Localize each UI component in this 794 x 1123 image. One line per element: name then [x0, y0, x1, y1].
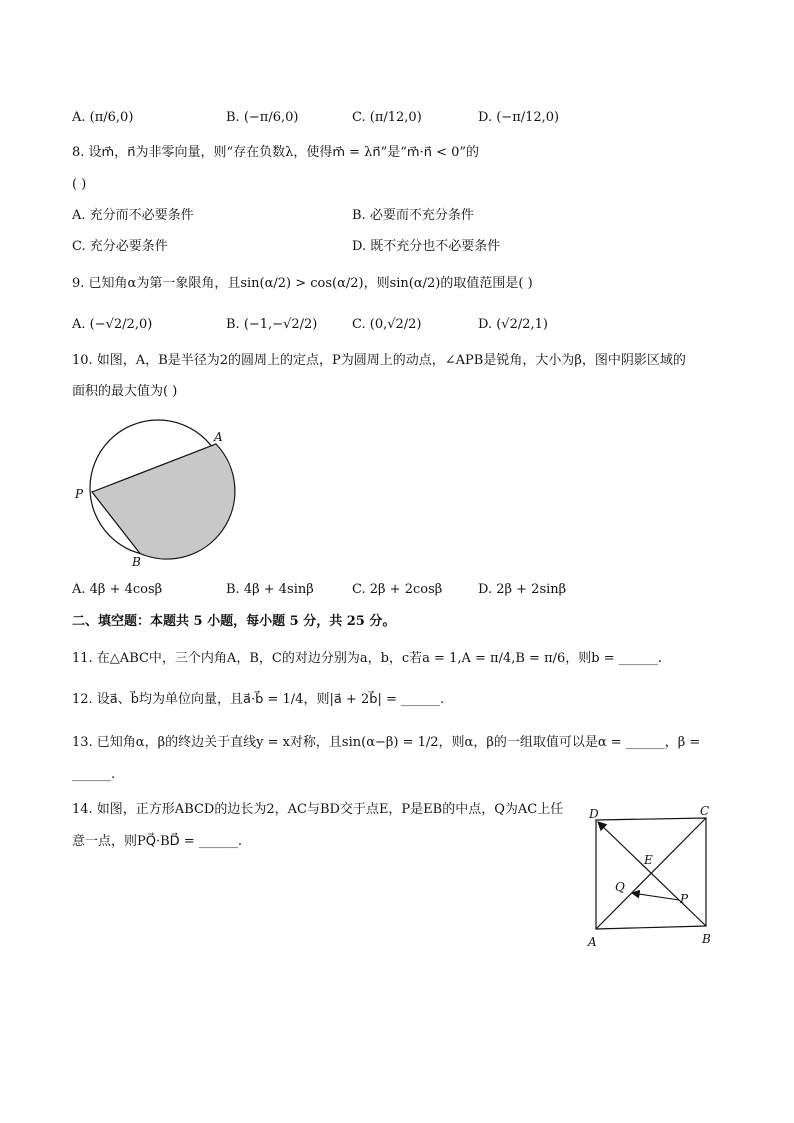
q7-option-c: C. (π/12,0) — [352, 110, 422, 125]
q8-option-a: A. 充分而不必要条件 — [72, 208, 194, 223]
q14-label-e: E — [644, 853, 653, 867]
q14-square-figure — [584, 800, 724, 952]
q10-shaded-region — [92, 444, 235, 559]
q10-label-a: A — [214, 430, 223, 444]
q12-stem: 12. 设a⃗、b⃗均为单位向量，且a⃗·b⃗ = 1/4，则|a⃗ + 2b⃗| = ______. — [72, 692, 445, 707]
q7-option-b: B. (−π/6,0) — [226, 110, 299, 125]
q14-label-c: C — [700, 804, 710, 818]
q10-circle-figure — [70, 414, 240, 574]
q10-label-p: P — [75, 487, 84, 501]
q8-option-d: D. 既不充分也不必要条件 — [352, 239, 501, 254]
q13-stem-line1: 13. 已知角α，β的终边关于直线y = x对称，且sin(α−β) = 1/2，则α，β的一组取值可以是α = ______，β = — [72, 735, 701, 750]
q8-option-c: C. 充分必要条件 — [72, 239, 168, 254]
q14-stem-line2: 意一点，则PQ⃗·BD⃗ = ______. — [72, 834, 242, 849]
q9-option-a: A. (−√2/2,0) — [72, 317, 153, 332]
q11-stem: 11. 在△ABC中，三个内角A，B，C的对边分别为a，b，c若a = 1,A = π/4,B = π/6，则b = ______. — [72, 651, 662, 666]
q10-stem-line1: 10. 如图，A，B是半径为2的圆周上的定点，P为圆周上的动点，∠APB是锐角，大小为β，图中阴影区域的 — [72, 353, 686, 368]
q10-option-b: B. 4β + 4sinβ — [226, 582, 314, 597]
q8-option-b: B. 必要而不充分条件 — [352, 208, 474, 223]
q10-option-c: C. 2β + 2cosβ — [352, 582, 443, 597]
q14-label-d: D — [589, 807, 599, 821]
q10-label-b: B — [132, 555, 141, 569]
q13-stem-line2: ______. — [72, 767, 116, 782]
section-2-heading: 二、填空题：本题共 5 小题，每小题 5 分，共 25 分。 — [72, 614, 396, 629]
q14-label-q: Q — [615, 880, 625, 894]
q14-label-a: A — [588, 935, 597, 949]
q7-option-d: D. (−π/12,0) — [478, 110, 560, 125]
q9-option-c: C. (0,√2/2) — [352, 317, 422, 332]
q8-stem: 8. 设m⃗，n⃗为非零向量，则“存在负数λ，使得m⃗ = λn⃗”是“m⃗·n⃗ < 0”的 — [72, 145, 480, 160]
q14-stem-line1: 14. 如图，正方形ABCD的边长为2，AC与BD交于点E，P是EB的中点，Q为AC上任 — [72, 802, 564, 817]
q14-vector-pq — [632, 893, 679, 900]
q10-option-d: D. 2β + 2sinβ — [478, 582, 567, 597]
q10-stem-line2: 面积的最大值为( ) — [72, 384, 178, 399]
q9-stem: 9. 已知角α为第一象限角，且sin(α/2) > cos(α/2)，则sin(α/2)的取值范围是( ) — [72, 276, 533, 291]
q14-label-b: B — [702, 932, 711, 946]
q9-option-d: D. (√2/2,1) — [478, 317, 548, 332]
q9-option-b: B. (−1,−√2/2) — [226, 317, 318, 332]
q10-option-a: A. 4β + 4cosβ — [72, 582, 163, 597]
q14-label-p: P — [680, 892, 689, 906]
q7-option-a: A. (π/6,0) — [72, 110, 134, 125]
q8-paren: ( ) — [72, 177, 87, 192]
